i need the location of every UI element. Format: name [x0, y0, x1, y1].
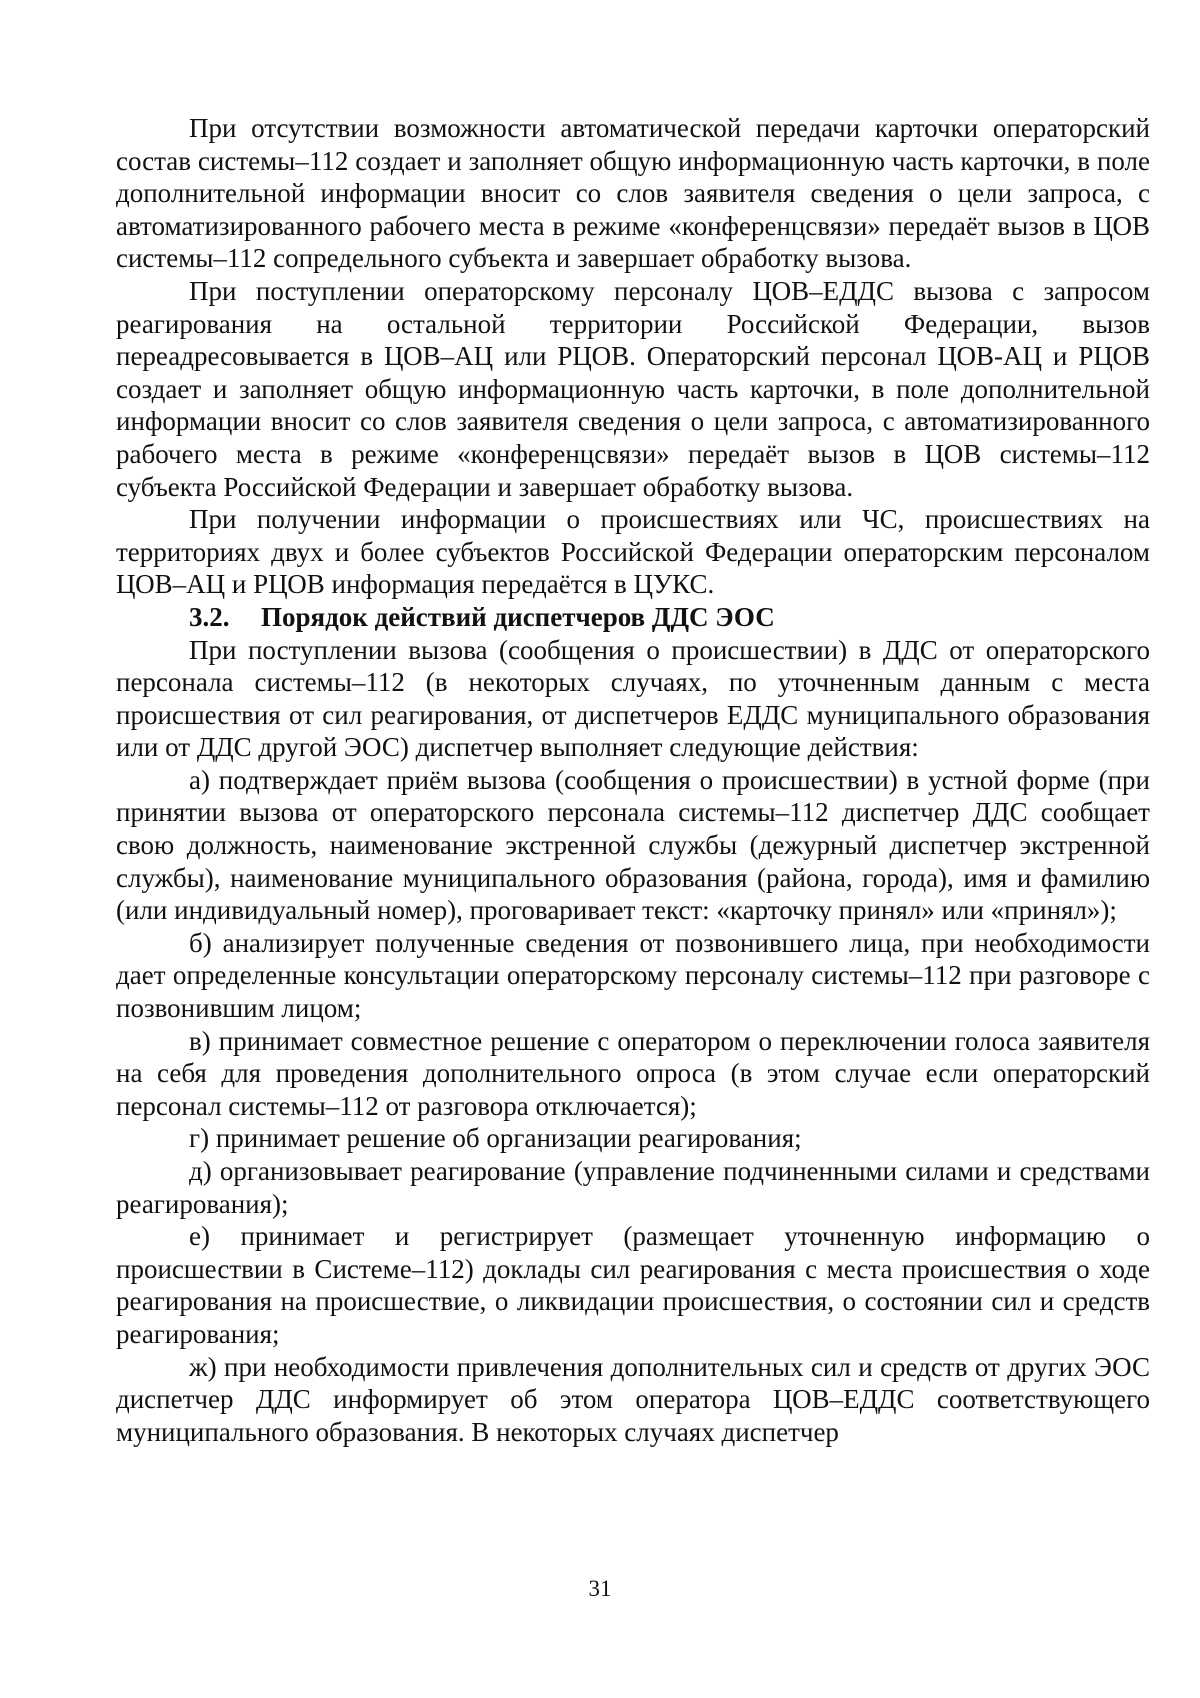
section-number: 3.2. [189, 601, 230, 632]
list-item-zh: ж) при необходимости привлечения дополнительных сил и средств от других ЭОС диспетчер ДДС информирует об этом оператора ЦОВ–ЕДДС соответствующего муниципального образования. В некоторых случаях диспетчер [116, 1351, 1150, 1447]
section-title: Порядок действий диспетчеров ДДС ЭОС [261, 601, 775, 632]
page-number: 31 [588, 1576, 612, 1601]
list-item-e: е) принимает и регистрирует (размещает уточненную информацию о происшествии в Системе–112) доклады сил реагирования с места происшествия о ходе реагирования на происшествие, о ликвидации происшествия, о состоянии сил и средств реагирования; [116, 1221, 1150, 1349]
list-item-g: г) принимает решение об организации реагирования; [189, 1123, 802, 1154]
paragraph-multi-region: При получении информации о происшествиях или ЧС, происшествиях на территориях двух и более субъектов Российской Федерации операторским персоналом ЦОВ–АЦ и РЦОВ информация передаётся в ЦУКС. [116, 504, 1150, 600]
section-heading [116, 601, 1150, 634]
paragraph-auto-transfer: При отсутствии возможности автоматической передачи карточки операторский состав системы–112 создает и заполняет общую информационную часть карточки, в поле дополнительной информации вносит со слов заявителя сведения о цели запроса, с автоматизированного рабочего места в режиме «конференцсвязи» передаёт вызов в ЦОВ системы–112 сопредельного субъекта и завершает обработку вызова. [116, 113, 1150, 274]
list-item-b: б) анализирует полученные сведения от позвонившего лица, при необходимости дает определенные консультации операторскому персоналу системы–112 при разговоре с позвонившим лицом; [116, 927, 1150, 1024]
list-item-a: а) подтверждает приём вызова (сообщения о происшествии) в устной форме (при принятии вызова от операторского персонала системы–112 диспетчер ДДС сообщает свою должность, наименование экстренной службы (дежурный диспетчер экстренной службы), наименование муниципального образования (района, города), имя и фамилию (или индивидуальный номер), проговаривает текст: «карточку принял» или «принял»); [116, 764, 1150, 926]
paragraph-call-redirect: При поступлении операторскому персоналу ЦОВ–ЕДДС вызова с запросом реагирования на остальной территории Российской Федерации, вызов переадресовывается в ЦОВ–АЦ или РЦОВ. Операторский персонал ЦОВ-АЦ и РЦОВ создает и заполняет общую информационную часть карточки, в поле дополнительной информации вносит со слов заявителя сведения о цели запроса, с автоматизированного рабочего места в режиме «конференцсвязи» передаёт вызов в ЦОВ системы–112 субъекта Российской Федерации и завершает обработку вызова. [116, 275, 1150, 502]
list-item-d: д) организовывает реагирование (управление подчиненными силами и средствами реагирования); [116, 1156, 1150, 1219]
paragraph-dispatcher-actions-intro: При поступлении вызова (сообщения о происшествии) в ДДС от операторского персонала системы–112 (в некоторых случаях, по уточненным данным с места происшествия от сил реагирования, от диспетчеров ЕДДС муниципального образования или от ДДС другой ЭОС) диспетчер выполняет следующие действия: [116, 634, 1150, 763]
list-item-v: в) принимает совместное решение с оператором о переключении голоса заявителя на себя для проведения дополнительного опроса (в этом случае если операторский персонал системы–112 от разговора отключается); [116, 1025, 1150, 1121]
document-page [116, 112, 1150, 1448]
